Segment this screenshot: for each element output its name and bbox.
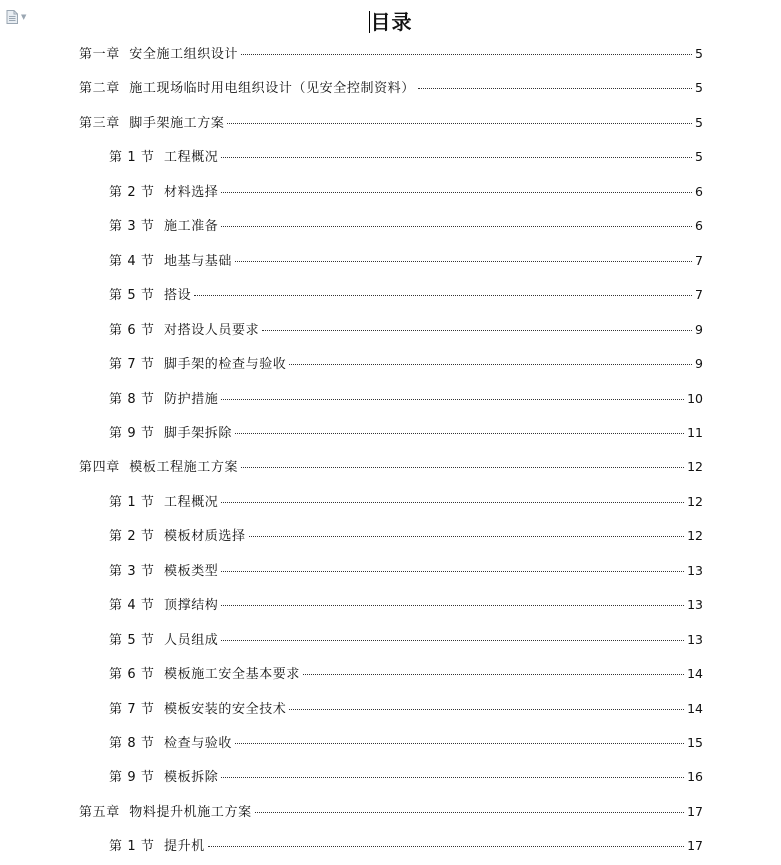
toc-page-number: 17: [687, 838, 703, 854]
toc-dot-leader: [241, 467, 684, 468]
toc-dot-leader: [194, 295, 692, 296]
toc-entry-label: 第一章 安全施工组织设计: [79, 47, 239, 62]
page-title: 目录: [370, 10, 413, 34]
toc-page-number: 5: [695, 80, 703, 96]
toc-entry-label: 第 9 节 模板拆除: [109, 770, 219, 786]
toc-page-number: 5: [695, 46, 703, 61]
toc-entry-label: 第 2 节 材料选择: [109, 184, 219, 200]
toc-entry-label: 第五章 物料提升机施工方案: [79, 804, 252, 820]
toc-entry-label: 第 5 节 人员组成: [109, 632, 219, 648]
toc-section-entry[interactable]: [109, 664, 703, 684]
toc-dot-leader: [235, 743, 684, 744]
toc-section-entry[interactable]: [109, 526, 703, 546]
toc-dot-leader: [241, 54, 692, 55]
toc-page-number: 16: [687, 769, 703, 785]
toc-entry-label: 第四章 模板工程施工方案: [79, 460, 239, 476]
toc-entry-label: 第 3 节 施工准备: [109, 219, 219, 235]
toc-section-entry[interactable]: [109, 630, 703, 650]
toc-section-entry[interactable]: [109, 389, 703, 409]
toc-dot-leader: [235, 261, 692, 262]
toc-section-entry[interactable]: [109, 216, 703, 236]
toc-page-number: 17: [687, 803, 703, 819]
toc-entry-label: 第三章 脚手架施工方案: [79, 115, 225, 131]
toc-page-number: 12: [687, 493, 703, 509]
toc-entry-label: 第 8 节 防护措施: [109, 391, 219, 407]
toc-page-number: 13: [687, 597, 703, 613]
toc-chapter-entry[interactable]: [79, 113, 703, 133]
toc-section-entry[interactable]: [109, 733, 703, 753]
toc-entry-label: 第 5 节 搭设: [109, 288, 192, 304]
toc-page-number: 12: [687, 459, 703, 475]
toc-dot-leader: [221, 399, 684, 400]
toc-dot-leader: [289, 709, 684, 710]
toc-page-number: 15: [687, 735, 703, 750]
toc-dot-leader: [221, 605, 684, 606]
toc-dot-leader: [227, 123, 692, 124]
toc-page-number: 5: [695, 149, 703, 165]
toc-page-number: 13: [687, 631, 703, 647]
toc-page-number: 5: [695, 114, 703, 130]
toc-dot-leader: [262, 330, 692, 331]
toc-page-number: 13: [687, 562, 703, 578]
toc-entry-label: 第 6 节 对搭设人员要求: [109, 322, 260, 338]
toc-entry-label: 第 3 节 模板类型: [109, 563, 219, 579]
toc-section-entry[interactable]: [109, 182, 703, 202]
dropdown-caret-icon: ▼: [21, 12, 27, 21]
toc-dot-leader: [221, 502, 684, 503]
toc-dot-leader: [208, 846, 684, 847]
toc-page-number: 14: [687, 666, 703, 682]
toc-page-number: 6: [695, 218, 703, 234]
toc-section-entry[interactable]: [109, 767, 703, 787]
toc-page-number: 11: [687, 424, 703, 440]
toc-section-entry[interactable]: [109, 320, 703, 340]
text-cursor: [369, 11, 370, 33]
toc-page-number: 10: [687, 390, 703, 406]
toc-dot-leader: [418, 88, 692, 89]
toc-section-entry[interactable]: [109, 285, 703, 305]
toc-dot-leader: [221, 571, 684, 572]
toc-entry-label: 第 7 节 脚手架的检查与验收: [109, 357, 287, 373]
toc-page-number: 7: [695, 287, 703, 303]
toc-entry-label: 第 6 节 模板施工安全基本要求: [109, 667, 301, 683]
toc-dot-leader: [249, 536, 684, 537]
toc-dot-leader: [255, 812, 684, 813]
toc-entry-label: 第 4 节 地基与基础: [109, 253, 233, 269]
toc-chapter-entry[interactable]: [79, 802, 703, 822]
toc-dot-leader: [221, 192, 692, 193]
toc-page-number: 12: [687, 528, 703, 544]
toc-dot-leader: [221, 640, 684, 641]
toc-page-number: 9: [695, 356, 703, 372]
toc-page-number: 9: [695, 321, 703, 337]
toc-entry-label: 第 2 节 模板材质选择: [109, 529, 246, 545]
toc-section-entry[interactable]: [109, 561, 703, 581]
toc-section-entry[interactable]: [109, 595, 703, 615]
toc-section-entry[interactable]: [109, 423, 703, 443]
toc-dot-leader: [221, 777, 684, 778]
toc-entry-label: 第 1 节 工程概况: [109, 494, 219, 510]
toc-chapter-entry[interactable]: [79, 78, 703, 98]
title-container: [0, 6, 781, 35]
toc-entry-label: 第 1 节 工程概况: [109, 150, 219, 166]
toc-page-number: 7: [695, 252, 703, 268]
toc-dot-leader: [221, 157, 692, 158]
toc-section-entry[interactable]: [109, 251, 703, 271]
toc-section-entry[interactable]: [109, 147, 703, 167]
toc-page-number: 14: [687, 700, 703, 716]
toc-section-entry[interactable]: [109, 354, 703, 374]
toc-entry-label: 第 1 节 提升机: [109, 839, 205, 855]
toc-section-entry[interactable]: [109, 699, 703, 719]
toc-entry-label: 第二章 施工现场临时用电组织设计（见安全控制资料）: [79, 81, 415, 97]
toc-entry-label: 第 7 节 模板安装的安全技术: [109, 701, 287, 717]
toc-entry-label: 第 8 节 检查与验收: [109, 736, 233, 751]
toc-entry-label: 第 4 节 顶撑结构: [109, 598, 219, 614]
toc-chapter-entry[interactable]: [79, 44, 703, 64]
toc-section-entry[interactable]: [109, 492, 703, 512]
toc-dot-leader: [221, 226, 692, 227]
toc-chapter-entry[interactable]: [79, 457, 703, 477]
toc-dot-leader: [289, 364, 692, 365]
toc-dot-leader: [235, 433, 684, 434]
toc-page-number: 6: [695, 183, 703, 199]
toc-section-entry[interactable]: [109, 836, 703, 856]
toc-dot-leader: [303, 674, 684, 675]
toc-entry-label: 第 9 节 脚手架拆除: [109, 425, 233, 441]
